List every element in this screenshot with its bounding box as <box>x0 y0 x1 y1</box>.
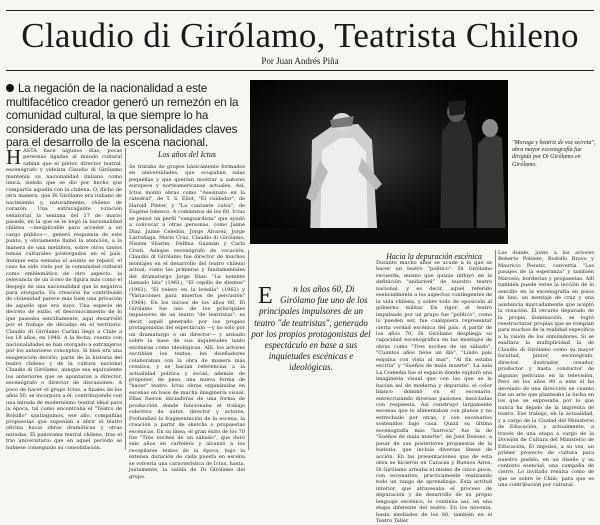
pull-quote <box>250 284 372 374</box>
stage-photo <box>250 80 508 244</box>
photo-caption: "Moraga y beatriz de voz secreta", obra mayor escenografía fue dirigida por Di Girólamo en Girólamo. <box>512 140 596 168</box>
headline: Claudio di Girólamo, Teatrista Chileno <box>21 16 579 55</box>
column-2-text: Se trataba de grupos básicamente formados en universidades, que ocupaban salas pequeñas y que querían mostrar a autores europeos y norteamericanos actuales. Así, Ictus montó obras como "Asesinato en la catedral", de T. S. Eliot, "El cuidador", de Harold Pinter, y "La cantante calva", de Eugene Ionesco. A comienzos de los 60, Ictus se pensó un perfil "vanguardista" que ayudó a convocar a otras personas, como Jaime Díaz, Jaime Celedón, Jorge Álvarez, Jorge Larrañaga, Mario Cruz, Claudio di Girólamo, Nissim Sharim, Delfina Guzmán y Carla Cristi. Aunque escenógrafo de vocación, Claudio di Girólamo fue director de muchos montajes en el desarrollo del teatro chileno actual, como las primeras y fundamentales del dramaturgo Jorge Díaz: "La nombre llamado Isla" (1961), "El cepillo de dientes" (1961), "El velero en la botella" (1962) y "Variaciones para muertos de percusión" (1964). En los inicios de los años 60, Di Girólamo fue uno de los principales impulsores de un teatro "de teatristas", es decir, aquél generado por los propios protagonistas del espectáculo —y no sólo por un dramaturgo o un director— y armado sobre la base de sus inquietudes tanto escénicas como ideológicas. Allí, los actores escribían los textos, los diseñadores colaboraban con la obra de manera más creativa, y se hacían referencias a la actualidad política y social, además de proponer, de paso, una nueva forma de "hacer" teatro. Ictus obras organizadas en escenas en base de mucha imaginería visual. Ellas fueron iniciadoras de una forma de producción donde funcionaba el trabajo colectivo de autor, director y actores. Profundizó la fragmentación de la escena, la creación a partir de sketchs o propuestas escénicas. En su línea, el gran éxito de los 70 fue "Tres noches de un sábado", que duró seis años en cartelera y alcanzó a los recopilarse textos de la época, bajo la extensa duración de cada puesta en escena se volvería una característica de Ictus, hasta, justamente, la salida de Di Girólamo del grupo. <box>129 164 245 480</box>
top-rule <box>6 10 594 11</box>
column-4-text: Los donde, junto a los actores Roberto Poblete, Rodolfo Bravo y Mauricio Pesutic, convertía "Los pasajes de la esperanza" y también Marcelo, borderías y propuestas. Allí también puede verse la lección de lo sencillo en la escenografía en pisos de lino, un montaje de cruz y una asistencia marcadamente que aceptó la creación. El recurso depurado de la propia iluminación, se logró reestructurar propias que se rompían para muchos de la realidad específica a la visión de los simuladores. Si se exaltara la multiplicidad la de Claudio di Girólamo como su mayor facultad, pintor, escenógrafo, director, ilustrador, creador, productor y hasta conductor de algunas películas en la televisión. Pero en los años 90 a este el ha develado de una dirección en cuanto fue un arte que planteaba la lucha en los que se expresaba por lo que nunca ha dejado de la imprenta de teatro. Ese trabajo, en la actualidad, y a cargo de la Ciudad del Ministerio de Educación, y actualmente, a través de una etapa a cargo de la División de Cultura del Ministerio de Educación. Él impulsó, a su vez, un primer proyecto de cultura para nuestro pueblo, en un diseño y su contexto esencial, una campaña de cierre. Lo invitado resulta como de que se sobre le Chile, para que es una contribución por cultural. <box>498 250 594 489</box>
byline: Por Juan Andrés Piña <box>261 56 339 66</box>
header-rule <box>6 70 594 71</box>
subhead-ictus: Los años del Ictus <box>158 150 216 159</box>
deck-text: La negación de la nacionalidad a este multifacético creador generó un remezón en la comunidad cultural, la que siempre lo ha considerado una de las personalidades claves para el desarrollo de la escena nacional. <box>6 82 239 150</box>
column-4 <box>498 250 594 489</box>
pull-quote-initial: E <box>258 283 273 309</box>
stage-scene-image <box>250 80 508 244</box>
column-divider <box>248 250 249 450</box>
column-3-text: Durante mucho años se acude a lo que se hacer un teatro "político". Di Girólamo recuerda, mismo que quizás influyó en la definición "andarivel" de nuestro teatro nacional, y es decir, aquel referido esencialmente a los aspectos contingentes de la vida chilena, y sobre todo de oposición al gobierno militar. En rigor, el teatro impulsado por un grupo fue "político", como lo pueden ser, fue cualquiera representar cierta verdad escénica del país. A partir de los años 70, Di Girólamo despliega su capacidad escenográfica en las montajes de obras como "Tres noches de un sábado", "Cuántos años tiene un día", "Lindo país esquina con vista al mar", "Al fin estaba escrita" y "Sueños de mala muerte". La sala La Comedia fue el espacio donde exploró una imaginería visual que con las que se le hacían así de moderna y depurada: el color blanco dominó en el escenario, entrecruzando diversas pasiones, mezcladas con respuesta. Así construyó largamente escenas que lo alimentaban con planos y no estrechado por otras, y con escenarios sostenidos bajo casa. Quizá su última escenografía más "barroca" fue la de "Sueños de mala muerte", de José Donoso, a pesar de sus posteriores propuestas de la historia, que incluía diversas líneas de acción. En las presentaciones que de esta obra se hicieron en Caracas y Buenos Aires, Di Girólamo armaba el mismo de cinco pisos, con escenarios, practicamente realizando todo un rango de aprendizaje. Esta actitud interior, que atravesaba el proceso de depuración y de desarrollo de su propio lenguaje escénico, lo continúa así, en una etapa diferente del teatro. En los noventa, hasta mediados de los 80, también en el Teatro Taller <box>376 260 492 525</box>
column-3 <box>376 250 492 525</box>
deck <box>6 82 244 150</box>
column-1 <box>6 145 122 451</box>
column-divider <box>495 250 496 450</box>
bullet-icon <box>6 84 14 92</box>
column-1-text: ASTA hace algunos días, pocas personas ligadas al mundo cultural sabían que el pintor, director teatral, escenógrafo y videísta Claudio di Girólamo mantenía su nacionalidad italiana como única, siendo que se dio por hecho que compartía aquella con la chilena. O, dicho de otra manera, que Di Girólamo era italiano de nacimiento y, naturalmente, chileno de corazón. Una extravagante votación senatorial la semana del 17 de marzo pasado, en la que se le negó la nacionalidad chilena —inexplicable para acceder a un cargo público—, generó respuesta de este punto, y obviamente llamó la atención, a la manera de una metáfora, sobre otros tantos temas culturales postergados en el país. Aunque esta semana el asunto se reparó, el caso ha sido visto por la comunidad cultural como emblemático de otro aspecto: la relevancia de un ícono de figura más como el despojo de una nacionalidad que la negativa para otorgarla. Su creación ha contribuido de chilenidad parece más bien una privación de aquello que era suyo. Una especie de decreto de exilio, el desconocimiento de lo que paseaba sencillamente, aquí desarrolló por el trabajo de décadas en el territorio. Claudio di Girólamo Carlini llegó a Chile a los 18 años, en 1948. A la fecha, cuenta con nacionalidades se han otorgado a extranjeros por los anteriores conceptos. Si bien era una exageración decirlo, parte de la historia del teatro chileno y de la cultura nacional Claudio di Girólamo, aunque sea equivalente los anteriores que se apuntaron a director, escenógrafo o director de discusiones. A poco de hacer el grupo Ictus, a finales de los años 50, se incorpora a él, contribuyendo con una mirada de modernismo teatral ideal para la época, tal como encontraba el "Teatro de Bolsillo" santiaguinos, ese año, compañías propuestas que suponían a abrir el teatro oficina hacia obras dramáticas y otras miradas. El panorama teatral chileno, tras el trio universitario que en aquel período se hubiese conseguido su consolidación. <box>6 148 122 451</box>
pull-quote-text: n los años 60, Di Girólamo fue uno de los principales impulsores de un teatro "de teatristas", generado por los propios protagonistas del espectáculo en base a sus inquietudes escénicas e ideológicas. <box>251 284 371 373</box>
column-divider <box>125 148 126 450</box>
dropcap: H <box>6 145 22 169</box>
column-2 <box>129 164 245 480</box>
subhead-depuracion: Hacia la depuración escénica <box>386 252 482 261</box>
